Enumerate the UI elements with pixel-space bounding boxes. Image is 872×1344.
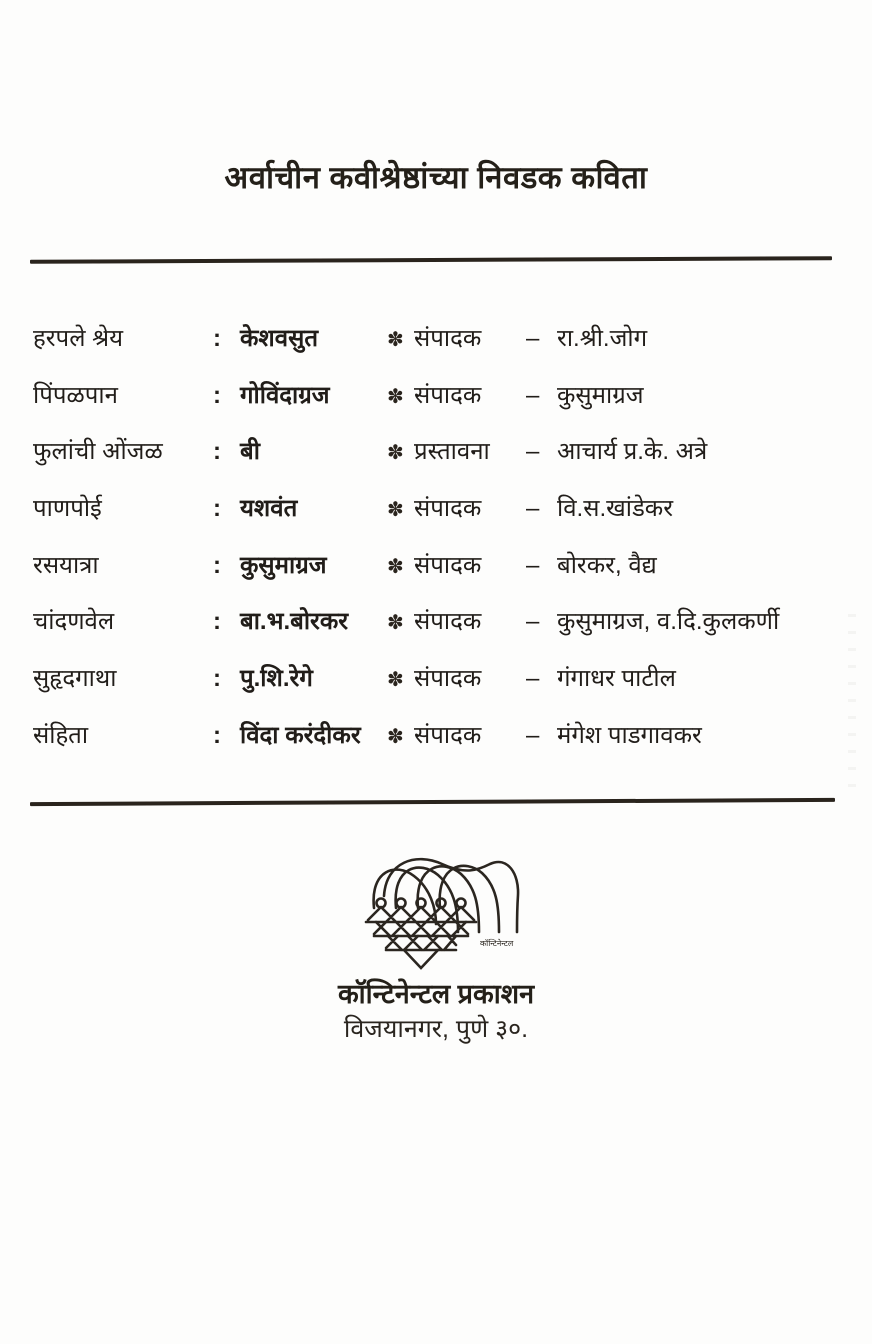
editor-names: आचार्य प्र.के. अत्रे [557, 438, 708, 466]
asterisk-icon: ✽ [387, 442, 404, 465]
editor-names: मंगेश पाडगावकर [557, 721, 702, 749]
book-title: फुलांची ओंजळ [33, 438, 163, 466]
role-label: संपादक [414, 608, 482, 636]
table-row [33, 435, 839, 470]
divider-bottom [30, 798, 835, 806]
dash: – [526, 495, 540, 523]
role-label: संपादक [414, 665, 482, 693]
asterisk-icon: ✽ [387, 329, 404, 351]
poet-name: पु.शि.रेगे [240, 665, 313, 693]
editor-names: रा.श्री.जोग [557, 325, 648, 352]
role-label: संपादक [414, 325, 482, 352]
poet-name: केशवसुत [240, 325, 318, 352]
table-row [33, 322, 839, 357]
table-row [33, 492, 839, 527]
dash: – [526, 721, 540, 749]
dash: – [526, 608, 540, 636]
logo-lattice-tip [404, 950, 438, 968]
publisher-logo [356, 850, 586, 974]
asterisk-icon: ✽ [387, 555, 404, 578]
dash: – [526, 325, 540, 352]
editor-names: गंगाधर पाटील [557, 665, 676, 693]
poet-name: विंदा करंदीकर [240, 721, 361, 749]
dash: – [526, 665, 540, 693]
page-title: अर्वाचीन कवीश्रेष्ठांच्या निवडक कविता [224, 160, 648, 195]
role-label: संपादक [414, 381, 482, 409]
table-row [33, 605, 839, 640]
dash: – [526, 381, 540, 409]
table-row [33, 549, 839, 584]
book-title: रसयात्रा [33, 551, 99, 579]
editor-names: कुसुमाग्रज, व.दि.कुलकर्णी [557, 608, 780, 636]
book-title: सुहृदगाथा [33, 665, 117, 693]
colon: : [213, 495, 221, 523]
publisher-name: कॉन्टिनेन्टल प्रकाशन [337, 979, 535, 1009]
book-title: पिंपळपान [33, 381, 118, 409]
colon: : [213, 721, 221, 749]
poet-name: बी [240, 438, 260, 466]
logo-arc [374, 870, 436, 924]
book-title: संहिता [33, 721, 89, 749]
poet-name: यशवंत [240, 495, 298, 523]
colon: : [213, 665, 221, 693]
poet-name: कुसुमाग्रज [240, 551, 327, 579]
role-label: प्रस्तावना [414, 438, 490, 466]
colon: : [213, 438, 221, 466]
logo-lattice-row1 [366, 907, 476, 922]
colon: : [213, 381, 221, 409]
asterisk-icon: ✽ [387, 385, 404, 408]
logo-lattice-row2 [374, 922, 468, 936]
poet-name: बा.भ.बोरकर [240, 608, 349, 636]
logo-lattice-row3 [386, 936, 456, 950]
divider-top [30, 256, 832, 263]
dash: – [526, 438, 540, 466]
logo-label: कॉन्टिनेन्टल [480, 939, 514, 948]
asterisk-icon: ✽ [387, 725, 404, 748]
publisher-address: विजयानगर, पुणे ३०. [343, 1015, 529, 1043]
role-label: संपादक [414, 721, 482, 749]
editor-names: वि.स.खांडेकर [557, 495, 674, 523]
dash: – [526, 551, 540, 579]
book-title: पाणपोई [33, 495, 102, 523]
book-title: चांदणवेल [33, 608, 115, 636]
book-title: हरपले श्रेय [33, 325, 124, 352]
scan-artifact [848, 600, 856, 790]
colon: : [213, 551, 221, 579]
role-label: संपादक [414, 495, 482, 523]
table-row [33, 719, 839, 754]
anthology-table [33, 322, 839, 776]
role-label: संपादक [414, 551, 482, 579]
asterisk-icon: ✽ [387, 499, 404, 522]
editor-names: बोरकर, वैद्य [557, 551, 657, 579]
table-row [33, 662, 839, 697]
colon: : [213, 608, 221, 636]
asterisk-icon: ✽ [387, 612, 404, 635]
asterisk-icon: ✽ [387, 669, 404, 692]
table-row [33, 379, 839, 414]
colon: : [213, 325, 221, 352]
editor-names: कुसुमाग्रज [557, 381, 644, 409]
poet-name: गोविंदाग्रज [240, 381, 330, 409]
